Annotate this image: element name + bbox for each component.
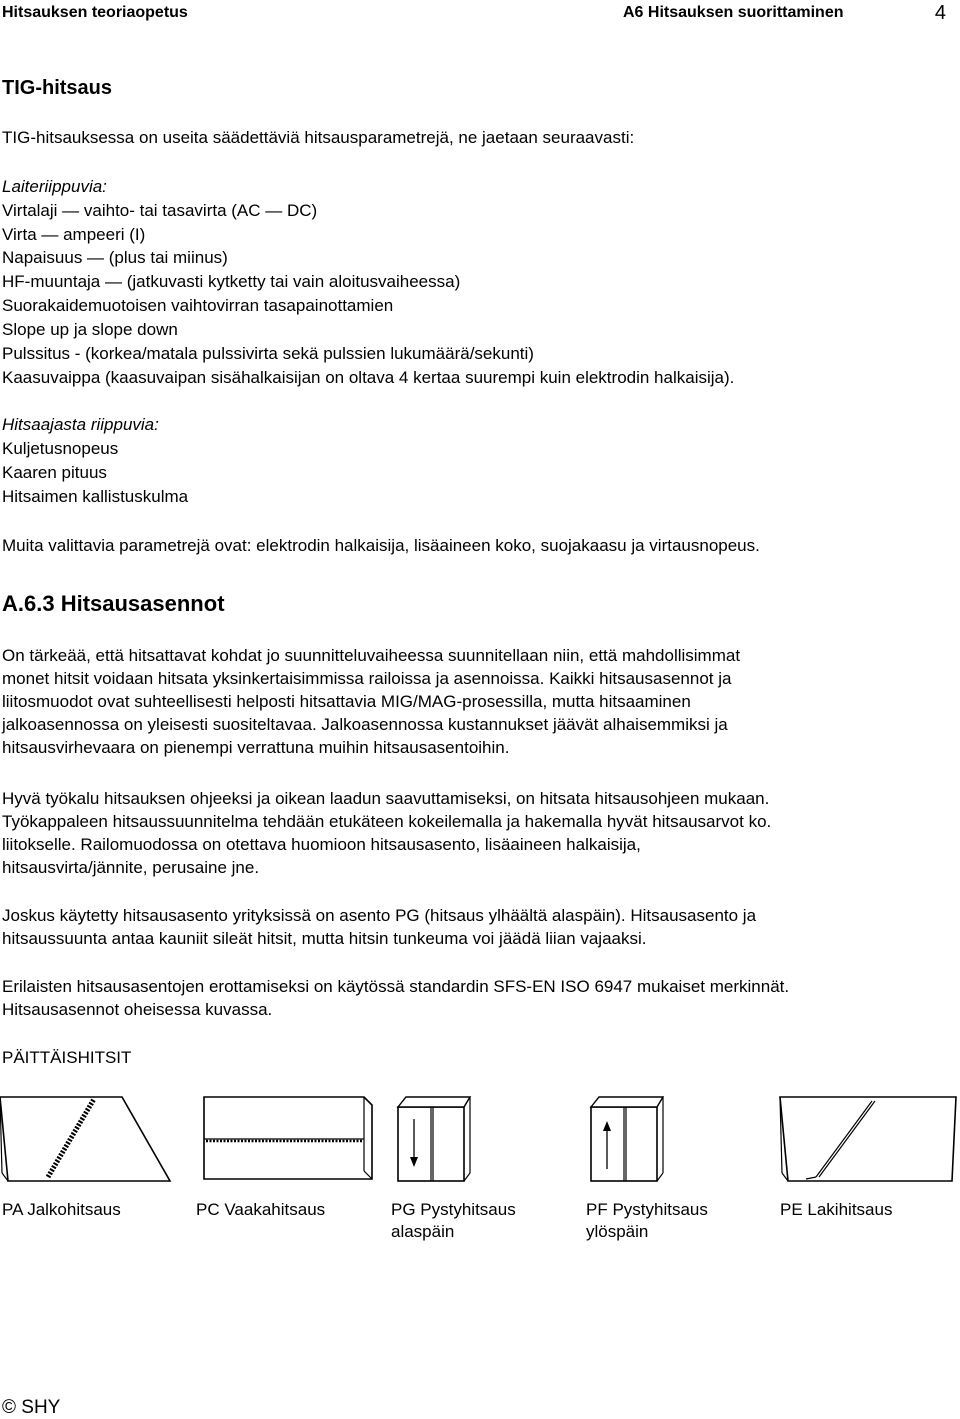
device-item: Virtalaji — vaihto- tai tasavirta (AC — DC) <box>2 201 318 220</box>
header-course-title: Hitsauksen teoriaopetus <box>2 4 188 21</box>
device-parameters-heading: Laiteriippuvia: <box>2 177 107 196</box>
butt-welds-heading: PÄITTÄISHITSIT <box>2 1048 132 1067</box>
section-title-positions: A.6.3 Hitsausasennot <box>2 591 225 616</box>
paragraph-line: On tärkeää, että hitsattavat kohdat jo suunnitteluvaiheessa suunnitellaan niin, että mahdollisimmat <box>2 646 741 665</box>
paragraph-line: Hyvä työkalu hitsauksen ohjeeksi ja oikean laadun saavuttamiseksi, on hitsata hitsausohjeen mukaan. <box>2 789 770 808</box>
paragraph-line: liitokselle. Railomuodossa on otettava huomioon hitsausasento, lisäaineen halkaisija, <box>2 835 641 854</box>
caption-line: alaspäin <box>391 1222 455 1241</box>
caption-line: PC Vaakahitsaus <box>196 1200 326 1219</box>
paragraph-line: Hitsausasennot oheisessa kuvassa. <box>2 1000 273 1019</box>
paragraph-line: Työkappaleen hitsaussuunnitelma tehdään etukäteen kokeilemalla ja hakemalla hyvät hitsausarvot ko. <box>2 812 772 831</box>
pe-overhead-position-illustration <box>776 1093 960 1183</box>
footer-copyright: © SHY <box>2 1397 61 1418</box>
device-item: Suorakaidemuotoisen vaihtovirran tasapainottamien <box>2 296 394 315</box>
paragraph-line: jalkoasennossa on yleisesti suositeltavaa. Jalkoasennossa kustannukset jäävät alhaisemmiksi ja <box>2 715 728 734</box>
device-item: Napaisuus — (plus tai miinus) <box>2 248 228 267</box>
caption-pe <box>780 1199 892 1221</box>
paragraph-line: hitsausvirhevaara on pienempi verrattuna muihin hitsausasentoihin. <box>2 738 510 757</box>
device-item: Pulssitus - (korkea/matala pulssivirta sekä pulssien lukumäärä/sekunti) <box>2 344 534 363</box>
caption-pc <box>196 1199 325 1221</box>
paragraph-line: monet hitsit voidaan hitsata yksinkertaisimmissa railoissa ja asennoissa. Kaikki hitsausasennot ja <box>2 669 732 688</box>
caption-line: PE Lakihitsaus <box>780 1200 893 1219</box>
welder-parameters-heading: Hitsaajasta riippuvia: <box>2 415 159 434</box>
page-number: 4 <box>934 2 946 24</box>
paragraph-positions-intro <box>2 644 942 759</box>
device-item: Slope up ja slope down <box>2 320 178 339</box>
caption-pa <box>2 1199 121 1221</box>
other-parameters: Muita valittavia parametrejä ovat: elektrodin halkaisija, lisäaineen koko, suojakaasu ja virtausnopeus. <box>2 536 760 555</box>
device-item: Virta — ampeeri (I) <box>2 225 146 244</box>
pa-flat-position-illustration <box>0 1093 180 1183</box>
caption-line: PG Pystyhitsaus <box>391 1200 516 1219</box>
welder-item: Hitsaimen kallistuskulma <box>2 487 189 506</box>
paragraph-line: hitsaussuunta antaa kauniit sileät hitsit, mutta hitsin tunkeuma voi jäädä liian vajaaksi. <box>2 929 647 948</box>
section-title-tig: TIG-hitsaus <box>2 77 113 99</box>
welding-positions-figure <box>0 1093 960 1183</box>
caption-pg <box>391 1199 516 1243</box>
welder-item: Kuljetusnopeus <box>2 439 119 458</box>
page-header <box>2 4 946 26</box>
caption-line: ylöspäin <box>586 1222 649 1241</box>
header-chapter-title: A6 Hitsauksen suorittaminen <box>623 4 844 21</box>
pc-horizontal-position-illustration <box>196 1093 376 1183</box>
paragraph-standard <box>2 975 942 1021</box>
caption-line: PF Pystyhitsaus <box>586 1200 708 1219</box>
caption-line: PA Jalkohitsaus <box>2 1200 121 1219</box>
paragraph-line: Joskus käytetty hitsausasento yrityksissä on asento PG (hitsaus ylhäältä alaspäin). Hitsausasento ja <box>2 906 757 925</box>
device-item: HF-muuntaja — (jatkuvasti kytketty tai vain aloitusvaiheessa) <box>2 272 461 291</box>
pf-vertical-up-position-illustration <box>587 1093 667 1183</box>
paragraph-line: hitsausvirta/jännite, perusaine jne. <box>2 858 260 877</box>
paragraph-pg-position <box>2 904 942 950</box>
paragraph-welding-instructions <box>2 787 942 879</box>
pg-vertical-down-position-illustration <box>394 1093 474 1183</box>
welder-item: Kaaren pituus <box>2 463 107 482</box>
paragraph-line: liitosmuodot ovat suhteellisesti helposti hitsattavia MIG/MAG-prosessilla, mutta hitsaaminen <box>2 692 691 711</box>
paragraph-line: Erilaisten hitsausasentojen erottamiseksi on käytössä standardin SFS-EN ISO 6947 mukaiset merkinnät. <box>2 977 790 996</box>
device-item: Kaasuvaippa (kaasuvaipan sisähalkaisijan on oltava 4 kertaa suurempi kuin elektrodin halkaisija). <box>2 368 735 387</box>
tig-intro: TIG-hitsauksessa on useita säädettäviä hitsausparametrejä, ne jaetaan seuraavasti: <box>2 128 635 147</box>
caption-pf <box>586 1199 708 1243</box>
